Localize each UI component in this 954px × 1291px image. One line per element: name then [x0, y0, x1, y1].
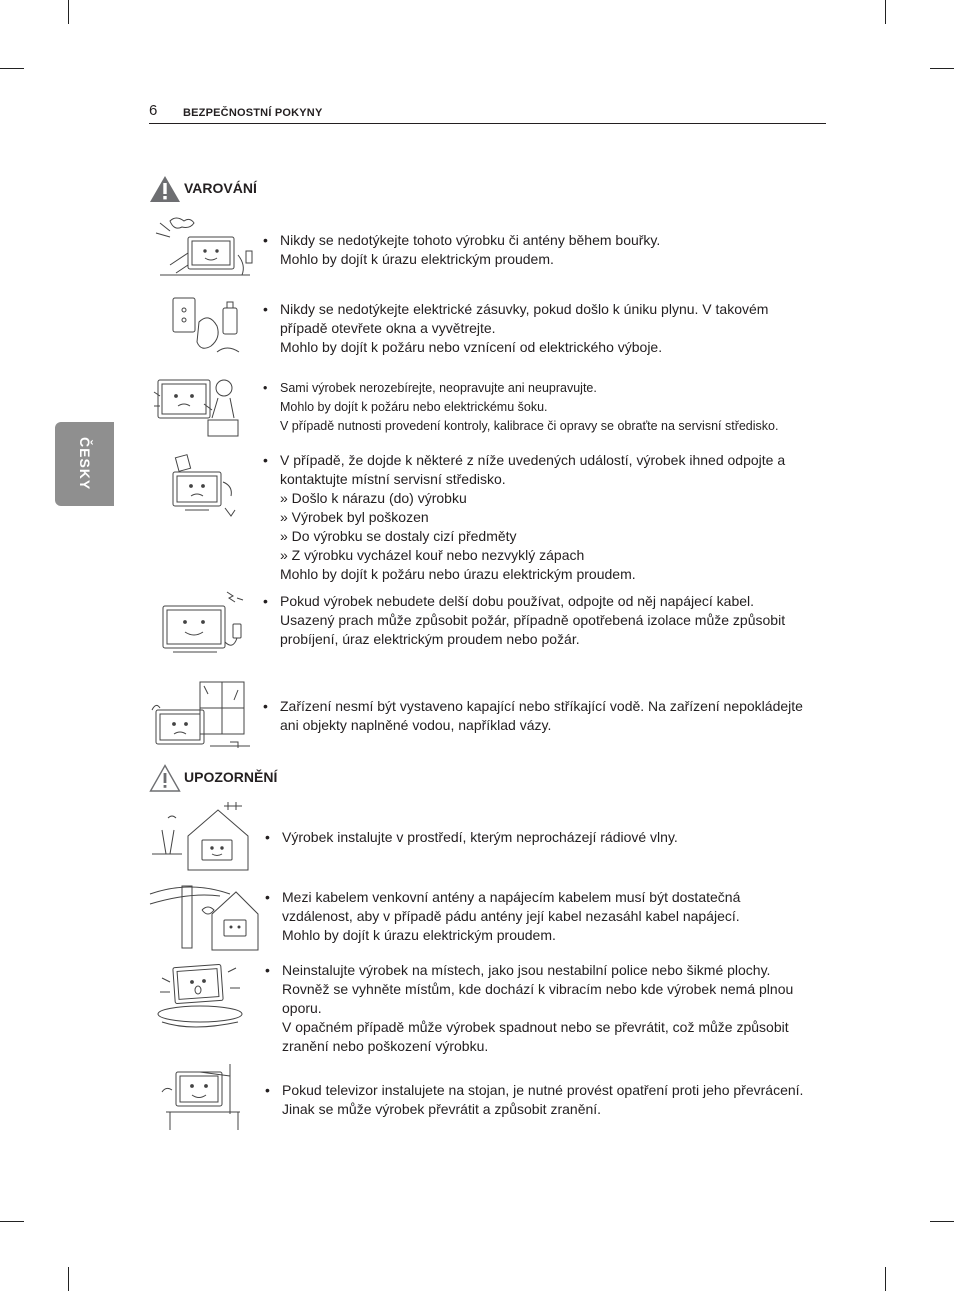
- caution-heading-text: UPOZORNĚNÍ: [184, 769, 278, 785]
- caution-item-3-line: Neinstalujte výrobek na místech, jako jsou nestabilní police nebo šikmé plochy.: [282, 962, 771, 978]
- caution-item-4-line: Pokud televizor instalujete na stojan, je nutné provést opatření proti jeho převrácení.: [282, 1082, 804, 1098]
- bullet-icon: •: [265, 962, 270, 978]
- warning-item-4-line: » Do výrobku se dostaly cizí předměty: [280, 528, 517, 544]
- caution-item-4-line: Jinak se může výrobek převrátit a způsobit zranění.: [282, 1101, 602, 1117]
- warning-item-1-line: Mohlo by dojít k úrazu elektrickým proudem.: [280, 251, 554, 267]
- warning-item-3-line: V případě nutnosti provedení kontroly, kalibrace či opravy se obraťte na servisní středisko.: [280, 419, 779, 433]
- bullet-icon: •: [265, 1082, 270, 1098]
- warning-item-2-line: Mohlo by dojít k požáru nebo vznícení od elektrického výboje.: [280, 339, 663, 355]
- warning-item-3-line: Sami výrobek nerozebírejte, neopravujte ani neupravujte.: [280, 381, 597, 395]
- section-title: BEZPEČNOSTNÍ POKYNY: [183, 107, 323, 119]
- bullet-icon: •: [263, 593, 268, 609]
- page-header: [149, 102, 826, 124]
- tv-stand-tip-illustration-icon: [160, 1062, 245, 1132]
- bullet-icon: •: [265, 889, 270, 905]
- crop-mark: [885, 0, 886, 24]
- warning-item-5-line: Pokud výrobek nebudete delší dobu používat, odpojte od něj napájecí kabel.: [280, 593, 755, 609]
- caution-item-2-line: Mezi kabelem venkovní antény a napájecím kabelem musí být dostatečná: [282, 889, 741, 905]
- crop-mark: [930, 1221, 954, 1222]
- bullet-icon: •: [263, 381, 268, 395]
- language-tab-label: ČESKY: [77, 437, 93, 491]
- caution-item-3-line: oporu.: [282, 1000, 322, 1016]
- warning-item-4-line: » Výrobek byl poškozen: [280, 509, 429, 525]
- warning-heading: [149, 175, 349, 205]
- warning-item-4-line: Mohlo by dojít k požáru nebo úrazu elektrickým proudem.: [280, 566, 636, 582]
- warning-item-5-line: probíjení, úraz elektrickým proudem nebo požár.: [280, 631, 580, 647]
- caution-item-3-line: Rovněž se vyhněte místům, kde dochází k vibracím nebo kde výrobek nemá plnou: [282, 981, 794, 997]
- language-tab: [55, 422, 114, 506]
- crop-mark: [0, 1221, 24, 1222]
- bullet-icon: •: [263, 452, 268, 468]
- gas-socket-illustration-icon: [165, 292, 245, 362]
- bullet-icon: •: [265, 829, 270, 845]
- warning-item-4-line: » Došlo k nárazu (do) výrobku: [280, 490, 467, 506]
- unplug-cable-illustration-icon: [155, 588, 250, 660]
- warning-item-4-line: kontaktujte místní servisní středisko.: [280, 471, 506, 487]
- repair-disassembly-illustration-icon: [152, 372, 242, 442]
- warning-item-4-line: V případě, že dojde k některé z níže uvedených událostí, výrobek ihned odpojte a: [280, 452, 786, 468]
- antenna-cable-illustration-icon: [148, 880, 260, 952]
- radio-waves-house-illustration-icon: [148, 800, 260, 874]
- storm-antenna-illustration-icon: [150, 215, 260, 279]
- caution-item-2-line: vzdálenost, aby v případě pádu antény její kabel nezasáhl kabel napájecí.: [282, 908, 740, 924]
- caution-triangle-icon: [149, 764, 181, 792]
- warning-item-3-line: Mohlo by dojít k požáru nebo elektrickému šoku.: [280, 400, 548, 414]
- water-splash-illustration-icon: [150, 680, 260, 754]
- caution-item-3-line: zranění nebo poškození výrobku.: [282, 1038, 489, 1054]
- page-number: 6: [149, 102, 158, 119]
- warning-item-1-line: Nikdy se nedotýkejte tohoto výrobku či antény během bouřky.: [280, 232, 661, 248]
- warning-item-5-line: Usazený prach může způsobit požár, případně opotřebená izolace může způsobit: [280, 612, 786, 628]
- warning-item-2-line: případě otevřete okna a vyvětrejte.: [280, 320, 496, 336]
- caution-item-3-line: V opačném případě může výrobek spadnout nebo se převrátit, což může způsobit: [282, 1019, 789, 1035]
- warning-triangle-icon: [149, 175, 181, 203]
- warning-item-4-line: » Z výrobku vycházel kouř nebo nezvyklý zápach: [280, 547, 585, 563]
- damaged-tv-illustration-icon: [165, 452, 245, 522]
- warning-item-6-line: ani objekty naplněné vodou, například vázy.: [280, 717, 552, 733]
- crop-mark: [930, 68, 954, 69]
- warning-heading-text: VAROVÁNÍ: [184, 180, 257, 196]
- caution-heading: [149, 764, 369, 794]
- bullet-icon: •: [263, 301, 268, 317]
- crop-mark: [885, 1267, 886, 1291]
- crop-mark: [68, 1267, 69, 1291]
- warning-item-2-line: Nikdy se nedotýkejte elektrické zásuvky, pokud došlo k úniku plynu. V takovém: [280, 301, 769, 317]
- warning-item-6-line: Zařízení nesmí být vystaveno kapající nebo stříkající vodě. Na zařízení nepokládejte: [280, 698, 803, 714]
- bullet-icon: •: [263, 232, 268, 248]
- unstable-shelf-illustration-icon: [152, 958, 247, 1030]
- bullet-icon: •: [263, 698, 268, 714]
- crop-mark: [68, 0, 69, 24]
- crop-mark: [0, 68, 24, 69]
- caution-item-2-line: Mohlo by dojít k úrazu elektrickým proudem.: [282, 927, 556, 943]
- caution-item-1-line: Výrobek instalujte v prostředí, kterým neprocházejí rádiové vlny.: [282, 829, 678, 845]
